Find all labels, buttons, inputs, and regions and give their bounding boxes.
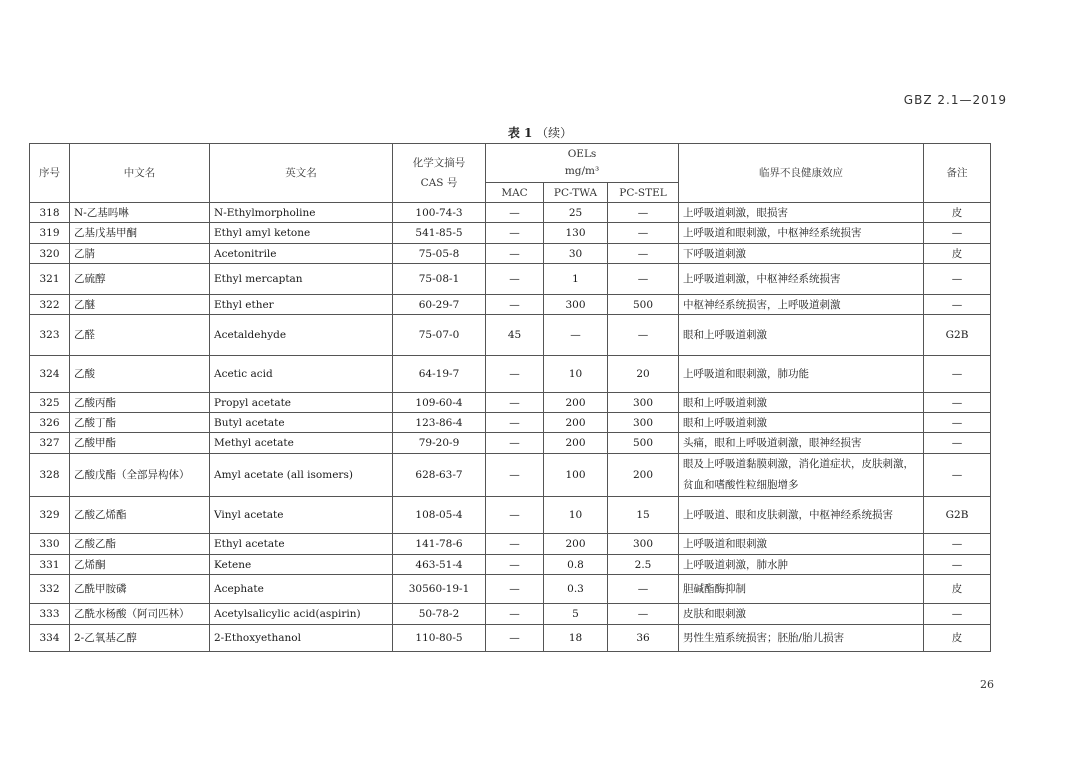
cell-pc-twa: 300	[544, 295, 608, 315]
cell-pc-stel: 500	[608, 295, 679, 315]
cell-no: 333	[30, 604, 70, 625]
header-pc-stel: PC-STEL	[608, 183, 679, 203]
cell-no: 334	[30, 625, 70, 652]
cell-effect: 眼和上呼吸道刺激	[679, 413, 924, 433]
cell-pc-twa: 200	[544, 534, 608, 555]
cell-no: 331	[30, 555, 70, 575]
cell-en-name: Ethyl ether	[210, 295, 393, 315]
table-row	[30, 575, 991, 604]
header-oels	[486, 144, 679, 183]
cell-effect: 皮肤和眼刺激	[679, 604, 924, 625]
cell-mac: —	[486, 497, 544, 534]
cell-pc-twa: 100	[544, 454, 608, 497]
cell-cas: 541-85-5	[393, 223, 486, 244]
cell-cas: 60-29-7	[393, 295, 486, 315]
cell-en-name: Acetaldehyde	[210, 315, 393, 356]
cell-en-name: Methyl acetate	[210, 433, 393, 454]
table-row	[30, 625, 991, 652]
cell-effect: 下呼吸道刺激	[679, 244, 924, 264]
cell-pc-stel: —	[608, 604, 679, 625]
table-caption-title: 表 1	[507, 126, 533, 140]
cell-cn-name: 乙酰水杨酸（阿司匹林）	[70, 604, 210, 625]
cell-mac: —	[486, 433, 544, 454]
cell-no: 320	[30, 244, 70, 264]
cell-pc-twa: 30	[544, 244, 608, 264]
cell-effect: 上呼吸道刺激，中枢神经系统损害	[679, 264, 924, 295]
cell-note: —	[924, 433, 991, 454]
cell-mac: —	[486, 356, 544, 393]
cell-no: 332	[30, 575, 70, 604]
cell-note: —	[924, 534, 991, 555]
cell-cn-name: 乙烯酮	[70, 555, 210, 575]
header-effect: 临界不良健康效应	[679, 144, 924, 203]
cell-note: —	[924, 356, 991, 393]
cell-en-name: Butyl acetate	[210, 413, 393, 433]
cell-cn-name: 乙酸	[70, 356, 210, 393]
cell-pc-twa: 5	[544, 604, 608, 625]
table-row	[30, 264, 991, 295]
cell-mac: —	[486, 223, 544, 244]
cell-mac: —	[486, 534, 544, 555]
cell-note: G2B	[924, 497, 991, 534]
cell-effect: 上呼吸道、眼和皮肤刺激，中枢神经系统损害	[679, 497, 924, 534]
cell-note: —	[924, 555, 991, 575]
table-row	[30, 433, 991, 454]
cell-pc-stel: —	[608, 203, 679, 223]
cell-pc-stel: 300	[608, 393, 679, 413]
cell-cas: 109-60-4	[393, 393, 486, 413]
cell-mac: —	[486, 555, 544, 575]
cell-no: 324	[30, 356, 70, 393]
cell-effect: 胆碱酯酶抑制	[679, 575, 924, 604]
cell-note: —	[924, 454, 991, 497]
header-cas	[393, 144, 486, 203]
table-row	[30, 223, 991, 244]
cell-pc-stel: —	[608, 264, 679, 295]
table-row	[30, 555, 991, 575]
cell-cas: 75-05-8	[393, 244, 486, 264]
cell-pc-stel: 2.5	[608, 555, 679, 575]
cell-en-name: Vinyl acetate	[210, 497, 393, 534]
cell-note: —	[924, 413, 991, 433]
table-row	[30, 413, 991, 433]
cell-pc-stel: —	[608, 244, 679, 264]
cell-no: 319	[30, 223, 70, 244]
cell-no: 330	[30, 534, 70, 555]
cell-pc-twa: 200	[544, 413, 608, 433]
cell-note: G2B	[924, 315, 991, 356]
cell-pc-twa: 200	[544, 393, 608, 413]
table-row	[30, 203, 991, 223]
cell-note: 皮	[924, 575, 991, 604]
cell-effect: 上呼吸道和眼刺激，中枢神经系统损害	[679, 223, 924, 244]
header-oels-label: OELs	[567, 148, 597, 160]
standard-code: GBZ 2.1—2019	[903, 93, 1007, 107]
table-row	[30, 393, 991, 413]
cell-effect: 男性生殖系统损害；胚胎/胎儿损害	[679, 625, 924, 652]
cell-cas: 110-80-5	[393, 625, 486, 652]
table-row	[30, 604, 991, 625]
cell-cas: 75-07-0	[393, 315, 486, 356]
cell-pc-twa: —	[544, 315, 608, 356]
cell-no: 321	[30, 264, 70, 295]
cell-pc-stel: —	[608, 575, 679, 604]
cell-cn-name: 乙醛	[70, 315, 210, 356]
cell-cn-name: 乙酸乙烯酯	[70, 497, 210, 534]
cell-pc-twa: 25	[544, 203, 608, 223]
cell-en-name: N-Ethylmorpholine	[210, 203, 393, 223]
header-no: 序号	[30, 144, 70, 203]
cell-pc-stel: 500	[608, 433, 679, 454]
cell-pc-twa: 130	[544, 223, 608, 244]
cell-note: —	[924, 604, 991, 625]
oels-table	[29, 143, 991, 652]
cell-cas: 141-78-6	[393, 534, 486, 555]
table-row	[30, 315, 991, 356]
cell-effect: 头痛，眼和上呼吸道刺激，眼神经损害	[679, 433, 924, 454]
cell-pc-stel: 300	[608, 534, 679, 555]
cell-cn-name: 乙腈	[70, 244, 210, 264]
cell-en-name: Acetylsalicylic acid(aspirin)	[210, 604, 393, 625]
cell-mac: —	[486, 413, 544, 433]
cell-effect: 上呼吸道和眼刺激	[679, 534, 924, 555]
cell-pc-twa: 200	[544, 433, 608, 454]
cell-note: 皮	[924, 625, 991, 652]
cell-effect: 中枢神经系统损害，上呼吸道刺激	[679, 295, 924, 315]
cell-no: 322	[30, 295, 70, 315]
cell-cn-name: 乙基戊基甲酮	[70, 223, 210, 244]
cell-en-name: Acetonitrile	[210, 244, 393, 264]
cell-en-name: Acephate	[210, 575, 393, 604]
cell-no: 329	[30, 497, 70, 534]
cell-en-name: Ketene	[210, 555, 393, 575]
cell-no: 323	[30, 315, 70, 356]
cell-cas: 463-51-4	[393, 555, 486, 575]
cell-effect: 眼及上呼吸道黏膜刺激，消化道症状，皮肤刺激，贫血和嗜酸性粒细胞增多	[679, 454, 924, 497]
table-row	[30, 534, 991, 555]
header-cas-line2: CAS 号	[420, 177, 458, 189]
cell-effect: 上呼吸道和眼刺激，肺功能	[679, 356, 924, 393]
header-mac: MAC	[486, 183, 544, 203]
cell-mac: —	[486, 295, 544, 315]
cell-mac: —	[486, 604, 544, 625]
cell-cas: 628-63-7	[393, 454, 486, 497]
cell-mac: —	[486, 393, 544, 413]
cell-note: —	[924, 393, 991, 413]
cell-pc-stel: —	[608, 223, 679, 244]
cell-pc-stel: 36	[608, 625, 679, 652]
cell-pc-stel: 15	[608, 497, 679, 534]
cell-pc-stel: 200	[608, 454, 679, 497]
cell-pc-stel: 20	[608, 356, 679, 393]
cell-cas: 123-86-4	[393, 413, 486, 433]
cell-effect: 眼和上呼吸道刺激	[679, 315, 924, 356]
cell-en-name: Amyl acetate (all isomers)	[210, 454, 393, 497]
cell-mac: —	[486, 244, 544, 264]
cell-cn-name: 乙酸戊酯（全部异构体）	[70, 454, 210, 497]
cell-pc-twa: 0.3	[544, 575, 608, 604]
cell-pc-twa: 10	[544, 497, 608, 534]
header-cas-line1: 化学文摘号	[412, 157, 466, 169]
cell-mac: —	[486, 264, 544, 295]
cell-note: 皮	[924, 203, 991, 223]
cell-mac: 45	[486, 315, 544, 356]
header-pc-twa: PC-TWA	[544, 183, 608, 203]
cell-pc-twa: 1	[544, 264, 608, 295]
cell-en-name: Ethyl acetate	[210, 534, 393, 555]
cell-note: 皮	[924, 244, 991, 264]
cell-note: —	[924, 264, 991, 295]
cell-effect: 上呼吸道刺激，眼损害	[679, 203, 924, 223]
table-row	[30, 454, 991, 497]
cell-cn-name: 乙醚	[70, 295, 210, 315]
header-en-name: 英文名	[210, 144, 393, 203]
page-number: 26	[980, 678, 994, 691]
cell-no: 318	[30, 203, 70, 223]
cell-effect: 眼和上呼吸道刺激	[679, 393, 924, 413]
cell-no: 327	[30, 433, 70, 454]
cell-cas: 108-05-4	[393, 497, 486, 534]
header-cn-name: 中文名	[70, 144, 210, 203]
cell-cas: 50-78-2	[393, 604, 486, 625]
cell-mac: —	[486, 575, 544, 604]
table-caption-suffix: （续）	[536, 126, 573, 140]
cell-note: —	[924, 295, 991, 315]
cell-cn-name: 乙酰甲胺磷	[70, 575, 210, 604]
cell-cn-name: 乙酸丙酯	[70, 393, 210, 413]
cell-cas: 100-74-3	[393, 203, 486, 223]
cell-mac: —	[486, 625, 544, 652]
cell-note: —	[924, 223, 991, 244]
cell-en-name: Acetic acid	[210, 356, 393, 393]
cell-cn-name: 乙酸甲酯	[70, 433, 210, 454]
cell-pc-twa: 18	[544, 625, 608, 652]
cell-cas: 30560-19-1	[393, 575, 486, 604]
header-note: 备注	[924, 144, 991, 203]
cell-cas: 64-19-7	[393, 356, 486, 393]
cell-en-name: Ethyl mercaptan	[210, 264, 393, 295]
cell-mac: —	[486, 203, 544, 223]
cell-cn-name: 2-乙氧基乙醇	[70, 625, 210, 652]
cell-cas: 75-08-1	[393, 264, 486, 295]
cell-pc-twa: 0.8	[544, 555, 608, 575]
cell-pc-twa: 10	[544, 356, 608, 393]
cell-cn-name: N-乙基吗啉	[70, 203, 210, 223]
cell-effect: 上呼吸道刺激，肺水肿	[679, 555, 924, 575]
table-caption	[0, 124, 1080, 141]
table-body	[30, 203, 991, 652]
cell-no: 326	[30, 413, 70, 433]
cell-en-name: Ethyl amyl ketone	[210, 223, 393, 244]
cell-cn-name: 乙酸乙酯	[70, 534, 210, 555]
table-row	[30, 497, 991, 534]
cell-cn-name: 乙硫醇	[70, 264, 210, 295]
cell-no: 325	[30, 393, 70, 413]
table-row	[30, 244, 991, 264]
cell-cn-name: 乙酸丁酯	[70, 413, 210, 433]
header-oels-unit: mg/m³	[564, 165, 600, 177]
cell-mac: —	[486, 454, 544, 497]
cell-pc-stel: 300	[608, 413, 679, 433]
cell-en-name: Propyl acetate	[210, 393, 393, 413]
cell-no: 328	[30, 454, 70, 497]
table-row	[30, 295, 991, 315]
cell-cas: 79-20-9	[393, 433, 486, 454]
table-row	[30, 356, 991, 393]
cell-en-name: 2-Ethoxyethanol	[210, 625, 393, 652]
cell-pc-stel: —	[608, 315, 679, 356]
